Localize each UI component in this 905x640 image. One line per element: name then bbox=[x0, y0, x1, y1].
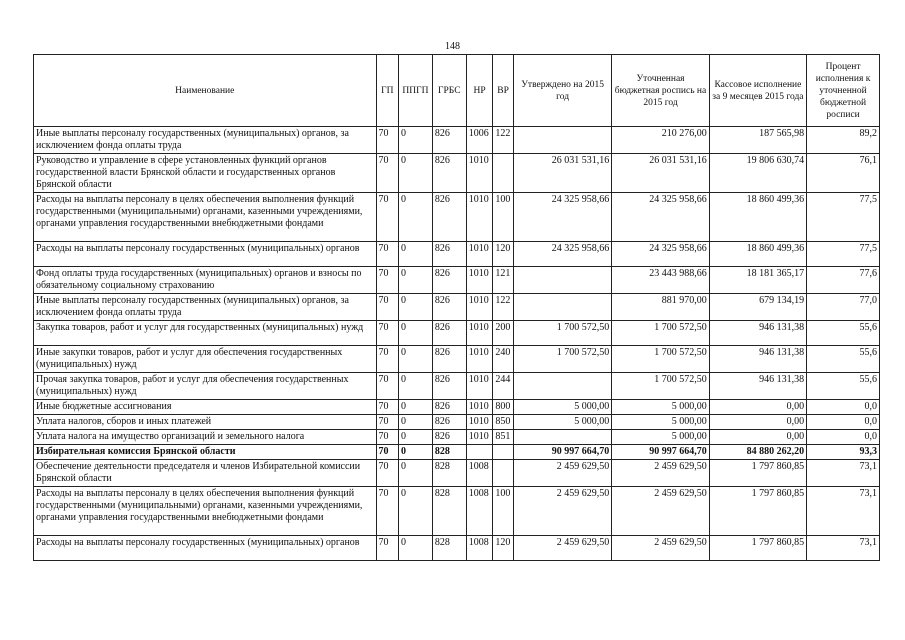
cell-ppgp: 0 bbox=[399, 400, 433, 415]
cell-vr bbox=[493, 445, 514, 460]
cell-approved bbox=[513, 294, 611, 321]
cell-percent: 0,0 bbox=[807, 400, 880, 415]
cell-grbs: 826 bbox=[432, 430, 466, 445]
cell-grbs: 826 bbox=[432, 321, 466, 346]
cell-grbs: 826 bbox=[432, 346, 466, 373]
cell-nr: 1010 bbox=[466, 373, 493, 400]
cell-name: Фонд оплаты труда государственных (муниципальных) органов и взносы по обязательному социальному страхованию bbox=[34, 267, 377, 294]
table-row bbox=[34, 346, 880, 373]
cell-percent: 55,6 bbox=[807, 346, 880, 373]
cell-specified: 1 700 572,50 bbox=[612, 373, 709, 400]
cell-ppgp: 0 bbox=[399, 267, 433, 294]
cell-name: Руководство и управление в сфере установленных функций органов государственной власти Брянской области и государственных органов Брянской области bbox=[34, 154, 377, 193]
cell-grbs: 828 bbox=[432, 487, 466, 536]
cell-vr: 851 bbox=[493, 430, 514, 445]
cell-nr: 1010 bbox=[466, 267, 493, 294]
cell-nr: 1010 bbox=[466, 346, 493, 373]
cell-specified: 2 459 629,50 bbox=[612, 460, 709, 487]
cell-specified: 5 000,00 bbox=[612, 415, 709, 430]
cell-vr: 850 bbox=[493, 415, 514, 430]
cell-specified: 24 325 958,66 bbox=[612, 242, 709, 267]
cell-vr: 122 bbox=[493, 294, 514, 321]
cell-gp: 70 bbox=[376, 193, 399, 242]
table-row bbox=[34, 267, 880, 294]
cell-nr: 1010 bbox=[466, 321, 493, 346]
header-nr: НР bbox=[466, 55, 493, 127]
cell-nr: 1010 bbox=[466, 193, 493, 242]
cell-approved: 2 459 629,50 bbox=[513, 460, 611, 487]
cell-gp: 70 bbox=[376, 154, 399, 193]
cell-cash: 84 880 262,20 bbox=[709, 445, 806, 460]
cell-vr: 100 bbox=[493, 193, 514, 242]
cell-approved: 24 325 958,66 bbox=[513, 242, 611, 267]
cell-ppgp: 0 bbox=[399, 487, 433, 536]
cell-cash: 0,00 bbox=[709, 430, 806, 445]
cell-grbs: 828 bbox=[432, 460, 466, 487]
cell-vr: 121 bbox=[493, 267, 514, 294]
cell-name: Иные выплаты персоналу государственных (муниципальных) органов, за исключением фонда оплаты труда bbox=[34, 294, 377, 321]
cell-specified: 5 000,00 bbox=[612, 400, 709, 415]
cell-approved: 5 000,00 bbox=[513, 415, 611, 430]
table-row bbox=[34, 373, 880, 400]
table-row bbox=[34, 445, 880, 460]
cell-approved: 2 459 629,50 bbox=[513, 487, 611, 536]
cell-gp: 70 bbox=[376, 430, 399, 445]
cell-name: Расходы на выплаты персоналу в целях обеспечения выполнения функций государственными (муниципальными) органами, казенными учреждениями, органами управления государственными внебюджетными фондами bbox=[34, 193, 377, 242]
header-ppgp: ППГП bbox=[399, 55, 433, 127]
cell-percent: 89,2 bbox=[807, 127, 880, 154]
cell-vr: 100 bbox=[493, 487, 514, 536]
budget-table bbox=[33, 54, 880, 561]
cell-cash: 946 131,38 bbox=[709, 373, 806, 400]
cell-grbs: 826 bbox=[432, 193, 466, 242]
cell-vr: 120 bbox=[493, 242, 514, 267]
cell-gp: 70 bbox=[376, 242, 399, 267]
cell-ppgp: 0 bbox=[399, 373, 433, 400]
cell-vr: 200 bbox=[493, 321, 514, 346]
cell-ppgp: 0 bbox=[399, 242, 433, 267]
cell-grbs: 826 bbox=[432, 242, 466, 267]
cell-approved bbox=[513, 127, 611, 154]
cell-cash: 946 131,38 bbox=[709, 321, 806, 346]
cell-nr: 1008 bbox=[466, 460, 493, 487]
cell-vr: 800 bbox=[493, 400, 514, 415]
table-row bbox=[34, 154, 880, 193]
cell-percent: 77,6 bbox=[807, 267, 880, 294]
cell-specified: 2 459 629,50 bbox=[612, 487, 709, 536]
header-specified: Уточненная бюджетная роспись на 2015 год bbox=[612, 55, 709, 127]
cell-gp: 70 bbox=[376, 346, 399, 373]
cell-percent: 0,0 bbox=[807, 415, 880, 430]
cell-vr bbox=[493, 460, 514, 487]
cell-name: Прочая закупка товаров, работ и услуг для обеспечения государственных (муниципальных) нужд bbox=[34, 373, 377, 400]
cell-ppgp: 0 bbox=[399, 415, 433, 430]
cell-nr: 1010 bbox=[466, 294, 493, 321]
cell-cash: 18 860 499,36 bbox=[709, 193, 806, 242]
cell-specified: 24 325 958,66 bbox=[612, 193, 709, 242]
cell-cash: 18 181 365,17 bbox=[709, 267, 806, 294]
cell-vr bbox=[493, 154, 514, 193]
cell-nr: 1010 bbox=[466, 400, 493, 415]
cell-gp: 70 bbox=[376, 445, 399, 460]
cell-vr: 240 bbox=[493, 346, 514, 373]
cell-vr: 122 bbox=[493, 127, 514, 154]
header-vr: ВР bbox=[493, 55, 514, 127]
cell-percent: 55,6 bbox=[807, 373, 880, 400]
cell-vr: 120 bbox=[493, 536, 514, 561]
cell-name: Уплата налогов, сборов и иных платежей bbox=[34, 415, 377, 430]
cell-cash: 1 797 860,85 bbox=[709, 536, 806, 561]
cell-specified: 23 443 988,66 bbox=[612, 267, 709, 294]
cell-specified: 1 700 572,50 bbox=[612, 321, 709, 346]
cell-ppgp: 0 bbox=[399, 445, 433, 460]
cell-name: Расходы на выплаты персоналу государственных (муниципальных) органов bbox=[34, 242, 377, 267]
table-row bbox=[34, 430, 880, 445]
cell-nr: 1006 bbox=[466, 127, 493, 154]
cell-percent: 77,0 bbox=[807, 294, 880, 321]
cell-percent: 76,1 bbox=[807, 154, 880, 193]
cell-grbs: 828 bbox=[432, 536, 466, 561]
cell-percent: 0,0 bbox=[807, 430, 880, 445]
cell-approved: 26 031 531,16 bbox=[513, 154, 611, 193]
cell-name: Закупка товаров, работ и услуг для государственных (муниципальных) нужд bbox=[34, 321, 377, 346]
header-cash: Кассовое исполнение за 9 месяцев 2015 года bbox=[709, 55, 806, 127]
header-gp: ГП bbox=[376, 55, 399, 127]
cell-name: Расходы на выплаты персоналу в целях обеспечения выполнения функций государственными (муниципальными) органами, казенными учреждениями, органами управления государственными внебюджетными фондами bbox=[34, 487, 377, 536]
cell-name: Иные выплаты персоналу государственных (муниципальных) органов, за исключением фонда оплаты труда bbox=[34, 127, 377, 154]
cell-ppgp: 0 bbox=[399, 430, 433, 445]
cell-percent: 77,5 bbox=[807, 193, 880, 242]
cell-ppgp: 0 bbox=[399, 460, 433, 487]
header-grbs: ГРБС bbox=[432, 55, 466, 127]
cell-grbs: 826 bbox=[432, 127, 466, 154]
cell-gp: 70 bbox=[376, 267, 399, 294]
cell-ppgp: 0 bbox=[399, 127, 433, 154]
cell-name: Иные бюджетные ассигнования bbox=[34, 400, 377, 415]
cell-nr: 1010 bbox=[466, 415, 493, 430]
cell-name: Избирательная комиссия Брянской области bbox=[34, 445, 377, 460]
cell-nr: 1010 bbox=[466, 242, 493, 267]
cell-grbs: 826 bbox=[432, 373, 466, 400]
cell-cash: 1 797 860,85 bbox=[709, 487, 806, 536]
cell-vr: 244 bbox=[493, 373, 514, 400]
cell-cash: 18 860 499,36 bbox=[709, 242, 806, 267]
cell-gp: 70 bbox=[376, 400, 399, 415]
table-header-row bbox=[34, 55, 880, 127]
cell-cash: 0,00 bbox=[709, 415, 806, 430]
header-approved: Утверждено на 2015 год bbox=[513, 55, 611, 127]
table-row bbox=[34, 487, 880, 536]
cell-approved: 90 997 664,70 bbox=[513, 445, 611, 460]
cell-approved: 1 700 572,50 bbox=[513, 321, 611, 346]
cell-specified: 210 276,00 bbox=[612, 127, 709, 154]
cell-gp: 70 bbox=[376, 487, 399, 536]
table-row bbox=[34, 460, 880, 487]
cell-ppgp: 0 bbox=[399, 346, 433, 373]
cell-nr bbox=[466, 445, 493, 460]
cell-ppgp: 0 bbox=[399, 536, 433, 561]
table-row bbox=[34, 536, 880, 561]
cell-grbs: 826 bbox=[432, 154, 466, 193]
cell-specified: 90 997 664,70 bbox=[612, 445, 709, 460]
cell-approved: 2 459 629,50 bbox=[513, 536, 611, 561]
cell-grbs: 826 bbox=[432, 267, 466, 294]
cell-cash: 0,00 bbox=[709, 400, 806, 415]
cell-gp: 70 bbox=[376, 536, 399, 561]
table-row bbox=[34, 127, 880, 154]
table-row bbox=[34, 193, 880, 242]
cell-specified: 5 000,00 bbox=[612, 430, 709, 445]
cell-grbs: 826 bbox=[432, 294, 466, 321]
page-number: 148 bbox=[445, 41, 460, 52]
cell-cash: 19 806 630,74 bbox=[709, 154, 806, 193]
cell-name: Расходы на выплаты персоналу государственных (муниципальных) органов bbox=[34, 536, 377, 561]
cell-nr: 1008 bbox=[466, 487, 493, 536]
cell-name: Обеспечение деятельности председателя и членов Избирательной комиссии Брянской области bbox=[34, 460, 377, 487]
cell-grbs: 828 bbox=[432, 445, 466, 460]
cell-gp: 70 bbox=[376, 415, 399, 430]
cell-specified: 2 459 629,50 bbox=[612, 536, 709, 561]
cell-gp: 70 bbox=[376, 460, 399, 487]
cell-percent: 77,5 bbox=[807, 242, 880, 267]
cell-specified: 881 970,00 bbox=[612, 294, 709, 321]
cell-percent: 73,1 bbox=[807, 487, 880, 536]
cell-approved bbox=[513, 267, 611, 294]
cell-ppgp: 0 bbox=[399, 294, 433, 321]
cell-cash: 1 797 860,85 bbox=[709, 460, 806, 487]
cell-name: Уплата налога на имущество организаций и земельного налога bbox=[34, 430, 377, 445]
cell-name: Иные закупки товаров, работ и услуг для обеспечения государственных (муниципальных) нужд bbox=[34, 346, 377, 373]
cell-gp: 70 bbox=[376, 321, 399, 346]
cell-gp: 70 bbox=[376, 373, 399, 400]
table-row bbox=[34, 294, 880, 321]
cell-gp: 70 bbox=[376, 294, 399, 321]
table-row bbox=[34, 321, 880, 346]
header-percent: Процент исполнения к уточненной бюджетной росписи bbox=[807, 55, 880, 127]
table-row bbox=[34, 415, 880, 430]
cell-specified: 1 700 572,50 bbox=[612, 346, 709, 373]
table-row bbox=[34, 242, 880, 267]
cell-ppgp: 0 bbox=[399, 321, 433, 346]
cell-approved bbox=[513, 373, 611, 400]
cell-nr: 1008 bbox=[466, 536, 493, 561]
cell-percent: 55,6 bbox=[807, 321, 880, 346]
cell-specified: 26 031 531,16 bbox=[612, 154, 709, 193]
cell-approved: 5 000,00 bbox=[513, 400, 611, 415]
table-row bbox=[34, 400, 880, 415]
cell-percent: 93,3 bbox=[807, 445, 880, 460]
header-name: Наименование bbox=[34, 55, 377, 127]
cell-percent: 73,1 bbox=[807, 536, 880, 561]
cell-grbs: 826 bbox=[432, 400, 466, 415]
cell-percent: 73,1 bbox=[807, 460, 880, 487]
cell-approved bbox=[513, 430, 611, 445]
cell-ppgp: 0 bbox=[399, 154, 433, 193]
cell-nr: 1010 bbox=[466, 154, 493, 193]
cell-cash: 679 134,19 bbox=[709, 294, 806, 321]
cell-cash: 187 565,98 bbox=[709, 127, 806, 154]
cell-gp: 70 bbox=[376, 127, 399, 154]
cell-ppgp: 0 bbox=[399, 193, 433, 242]
cell-nr: 1010 bbox=[466, 430, 493, 445]
cell-approved: 24 325 958,66 bbox=[513, 193, 611, 242]
cell-cash: 946 131,38 bbox=[709, 346, 806, 373]
cell-grbs: 826 bbox=[432, 415, 466, 430]
cell-approved: 1 700 572,50 bbox=[513, 346, 611, 373]
